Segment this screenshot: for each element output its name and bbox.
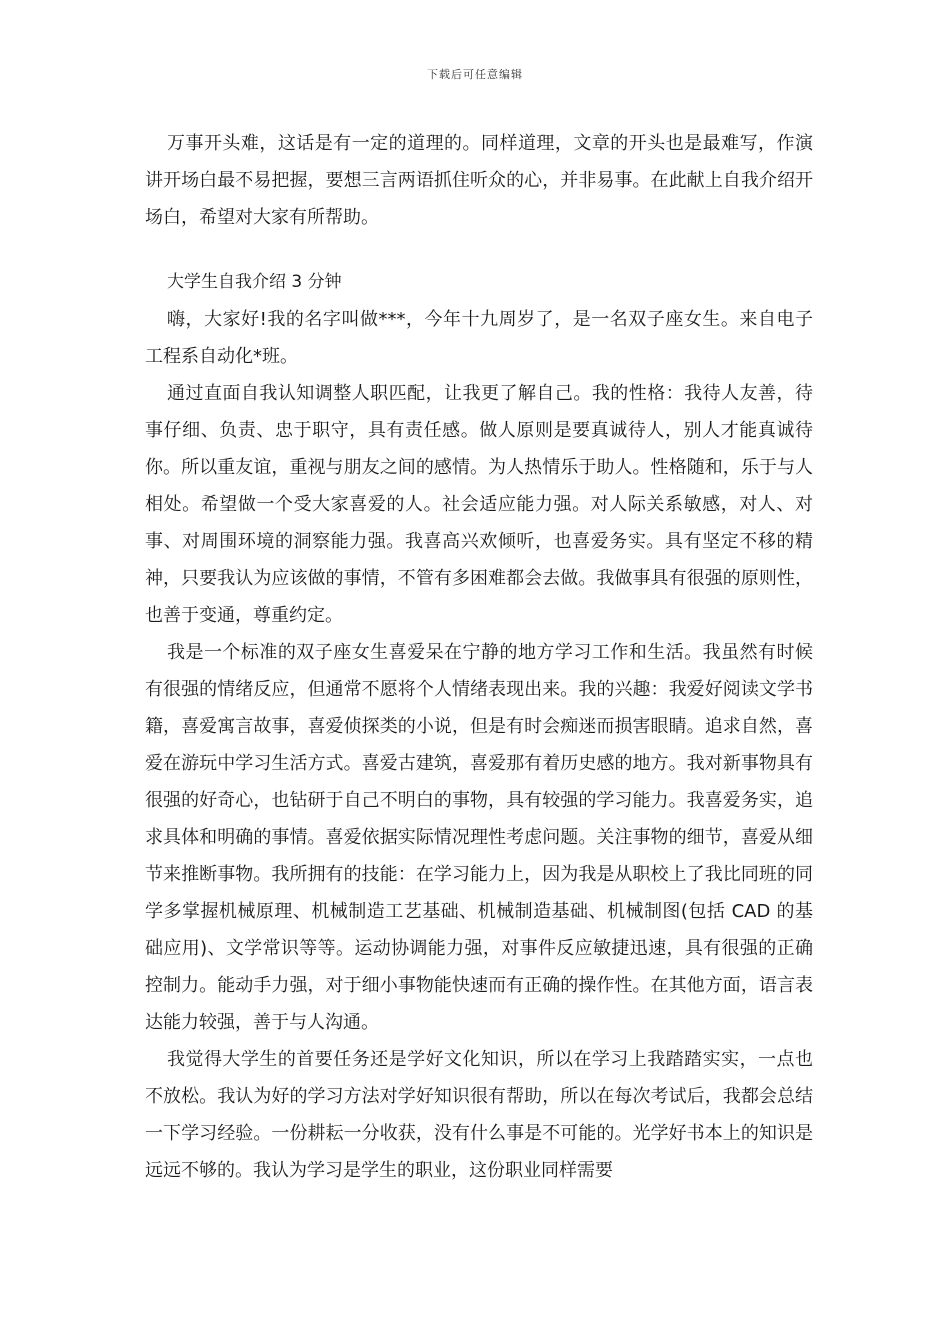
body-paragraph-4: 我觉得大学生的首要任务还是学好文化知识，所以在学习上我踏踏实实，一点也不放松。我认为好的学习方法对学好知识很有帮助，所以在每次考试后，我都会总结一下学习经验。一份耕耘一分收获，没有什么事是不可能的。光学好书本上的知识是远远不够的。我认为学习是学生的职业，这份职业同样需要 xyxy=(145,1049,813,1181)
page-header: 下载后可任意编辑 xyxy=(427,68,523,81)
section-title: 大学生自我介绍 3 分钟 xyxy=(167,272,342,292)
body-paragraph-2: 通过直面自我认知调整人职匹配，让我更了解自己。我的性格：我待人友善，待事仔细、负责、忠于职守，具有责任感。做人原则是要真诚待人，别人才能真诚待你。所以重友谊，重视与朋友之间的感情。为人热情乐于助人。性格随和，乐于与人相处。希望做一个受大家喜爱的人。社会适应能力强。对人际关系敏感，对人、对事、对周围环境的洞察能力强。我喜高兴欢倾听，也喜爱务实。具有坚定不移的精神，只要我认为应该做的事情，不管有多困难都会去做。我做事具有很强的原则性，也善于变通，尊重约定。 xyxy=(145,383,813,626)
document-body xyxy=(145,125,813,1189)
body-paragraph-3: 我是一个标准的双子座女生喜爱呆在宁静的地方学习工作和生活。我虽然有时候有很强的情绪反应，但通常不愿将个人情绪表现出来。我的兴趣：我爱好阅读文学书籍，喜爱寓言故事，喜爱侦探类的小说，但是有时会痴迷而损害眼睛。追求自然，喜爱在游玩中学习生活方式。喜爱古建筑，喜爱那有着历史感的地方。我对新事物具有很强的好奇心，也钻研于自己不明白的事物，具有较强的学习能力。我喜爱务实，追求具体和明确的事情。喜爱依据实际情况理性考虑问题。关注事物的细节，喜爱从细节来推断事物。我所拥有的技能：在学习能力上，因为我是从职校上了我比同班的同学多掌握机械原理、机械制造工艺基础、机械制造基础、机械制图(包括 CAD 的基础应用)、文学常识等等。运动协调能力强，对事件反应敏捷迅速，具有很强的正确控制力。能动手力强，对于细小事物能快速而有正确的操作性。在其他方面，语言表达能力较强，善于与人沟通。 xyxy=(145,642,813,1033)
body-paragraph-1: 嗨，大家好!我的名字叫做***，今年十九周岁了，是一名双子座女生。来自电子工程系自动化*班。 xyxy=(145,309,813,367)
paragraph-gap xyxy=(145,236,813,264)
intro-paragraph: 万事开头难，这话是有一定的道理的。同样道理，文章的开头也是最难写，作演讲开场白最不易把握，要想三言两语抓住听众的心，并非易事。在此献上自我介绍开场白，希望对大家有所帮助。 xyxy=(145,133,813,228)
